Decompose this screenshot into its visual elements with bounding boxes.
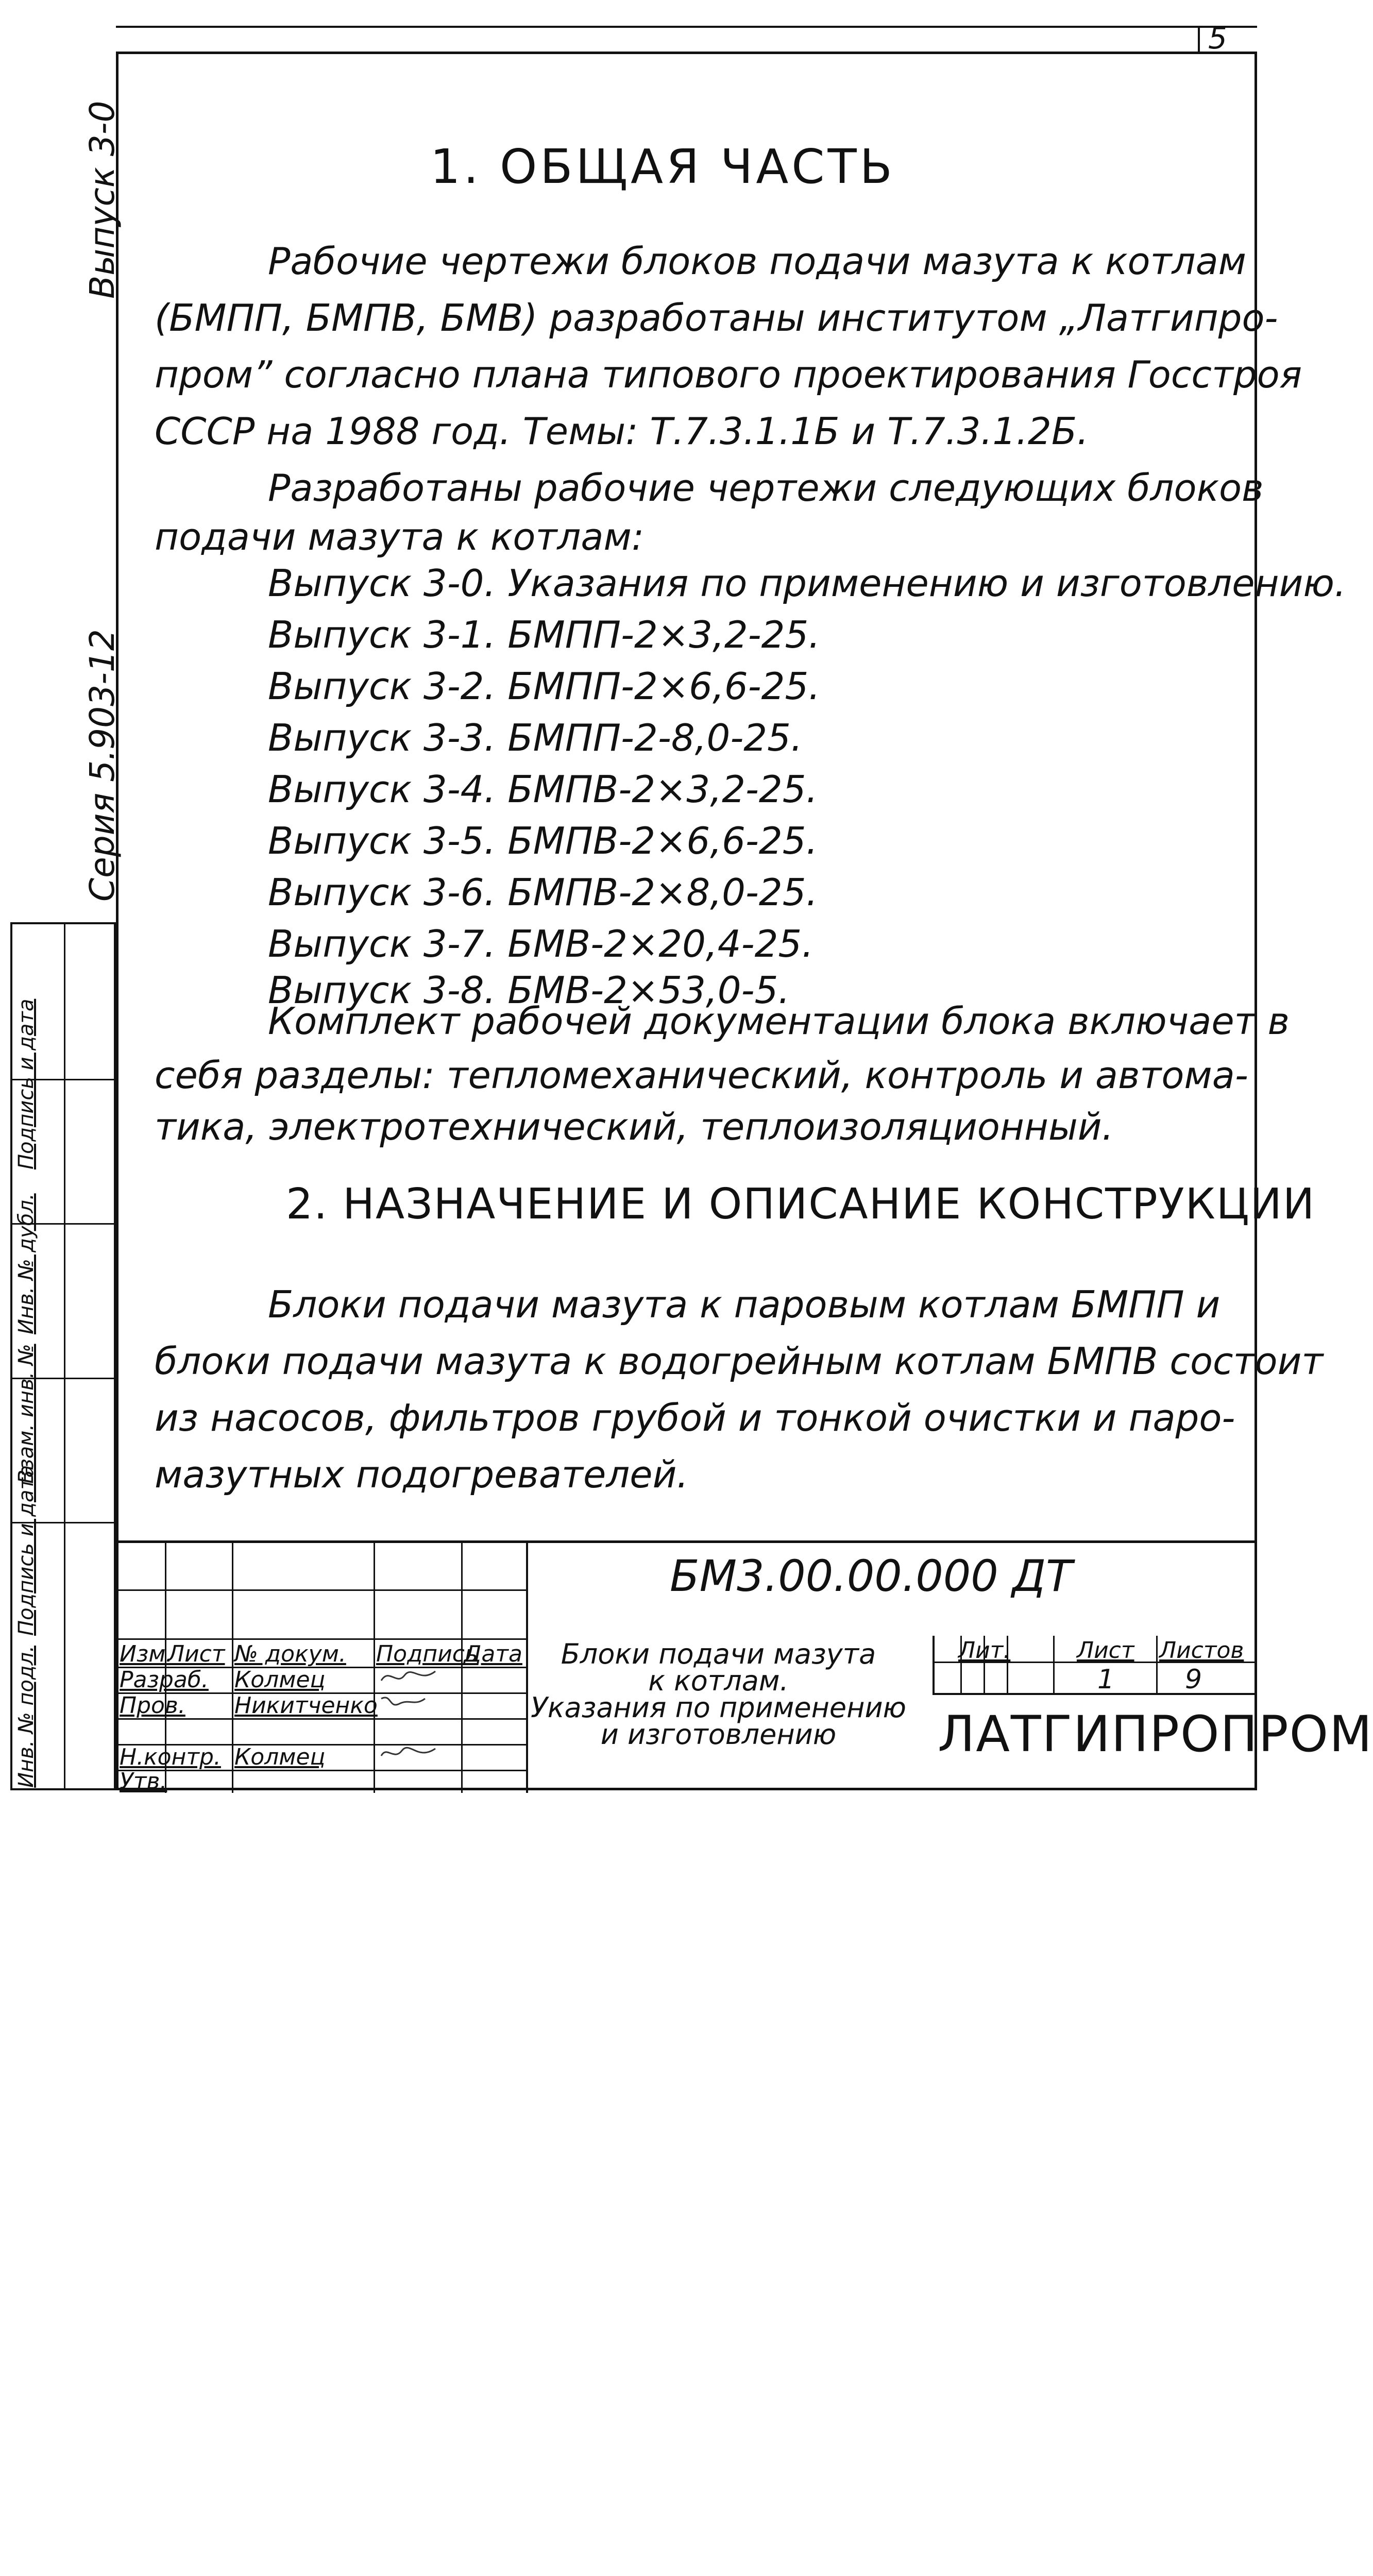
s1-line: себя разделы: тепломеханический, контроль и автома- [155, 1054, 1248, 1097]
tb-role: Н.контр. [120, 1744, 221, 1770]
release-list-item: Выпуск 3-4. БМПВ-2×3,2-25. [268, 768, 818, 811]
sheet-value: 1 [1097, 1664, 1115, 1695]
s2-line: из насосов, фильтров грубой и тонкой очистки и паро- [155, 1396, 1235, 1439]
tb-header-doc: № докум. [234, 1641, 346, 1667]
tb-header-date: Дата [464, 1641, 522, 1667]
tb-person: Никитченко [234, 1692, 378, 1719]
tb-role: Утв. [120, 1768, 167, 1794]
release-list-item: Выпуск 3-7. БМВ-2×20,4-25. [268, 922, 814, 965]
section2-heading: 2. НАЗНАЧЕНИЕ И ОПИСАНИЕ КОНСТРУКЦИИ [286, 1180, 1316, 1229]
s2-line: мазутных подогревателей. [155, 1453, 689, 1496]
s2-line: Блоки подачи мазута к паровым котлам БМПП и [268, 1283, 1221, 1326]
organization-name: ЛАТГИПРОПРОМ [938, 1705, 1373, 1763]
stamp-label-sign-date-2: Подпись и дата [14, 998, 38, 1170]
release-list-item: Выпуск 3-3. БМПП-2-8,0-25. [268, 716, 803, 759]
release-list-item: Выпуск 3-1. БМПП-2×3,2-25. [268, 613, 821, 656]
signature-1 [379, 1665, 440, 1688]
tb-header-list: Лист [167, 1641, 225, 1667]
tb-role: Разраб. [120, 1667, 209, 1693]
sheets-label: Листов [1159, 1637, 1244, 1664]
sheet-number-box [1198, 26, 1257, 52]
s1-line: подачи мазута к котлам: [155, 515, 645, 558]
s1-line: СССР на 1988 год. Темы: Т.7.3.1.1Б и Т.7.3.1.2Б. [155, 410, 1089, 453]
tb-header-izm: Изм. [120, 1641, 173, 1667]
side-release-label: Выпуск 3-0 [82, 100, 122, 299]
s1-line: Комплект рабочей документации блока включает в [268, 999, 1290, 1043]
stamp-label-vzam-inv: Взам. инв. № [14, 1344, 38, 1484]
s1-line: Разработаны рабочие чертежи следующих блоков [268, 466, 1264, 510]
release-list-item: Выпуск 3-8. БМВ-2×53,0-5. [268, 969, 790, 1012]
stamp-label-inv-dubl: Инв. № дубл. [14, 1193, 38, 1334]
release-list-item: Выпуск 3-5. БМПВ-2×6,6-25. [268, 819, 818, 862]
section1-heading: 1. ОБЩАЯ ЧАСТЬ [430, 139, 895, 194]
tb-person: Колмец [234, 1744, 326, 1770]
top-border [116, 26, 1257, 28]
stamp-label-inv-podl: Инв. № подл. [14, 1646, 38, 1788]
side-series-label: Серия 5.903-12 [82, 629, 122, 902]
lit-label: Лит. [958, 1637, 1011, 1664]
s1-line: пром” согласно плана типового проектирования Госстроя [155, 353, 1302, 396]
s2-line: блоки подачи мазута к водогрейным котлам БМПВ состоит [155, 1340, 1324, 1383]
s1-line: (БМПП, БМПВ, БМВ) разработаны институтом „Латгипро- [155, 296, 1278, 340]
signature-3 [379, 1741, 440, 1765]
tb-role: Пров. [120, 1692, 185, 1719]
release-list-item: Выпуск 3-2. БМПП-2×6,6-25. [268, 665, 821, 708]
sheets-value: 9 [1185, 1664, 1202, 1695]
signature-2 [379, 1691, 430, 1714]
release-list-item: Выпуск 3-6. БМПВ-2×8,0-25. [268, 871, 818, 914]
release-list-item: Выпуск 3-0. Указания по применению и изготовлению. [268, 562, 1346, 605]
stamp-label-sign-date-1: Подпись и дата [14, 1465, 38, 1636]
tb-header-sign: Подпись [376, 1641, 478, 1667]
tb-person: Колмец [234, 1667, 326, 1693]
sheet-label: Лист [1077, 1637, 1134, 1664]
sheet-number: 5 [1208, 21, 1227, 56]
document-code: БМ3.00.00.000 ДТ [670, 1551, 1073, 1601]
s1-line: тика, электротехнический, теплоизоляционный. [155, 1105, 1114, 1148]
document-name: Блоки подачи мазута к котлам. Указания по применению и изготовлению [531, 1638, 906, 1751]
s1-line: Рабочие чертежи блоков подачи мазута к котлам [268, 240, 1246, 283]
